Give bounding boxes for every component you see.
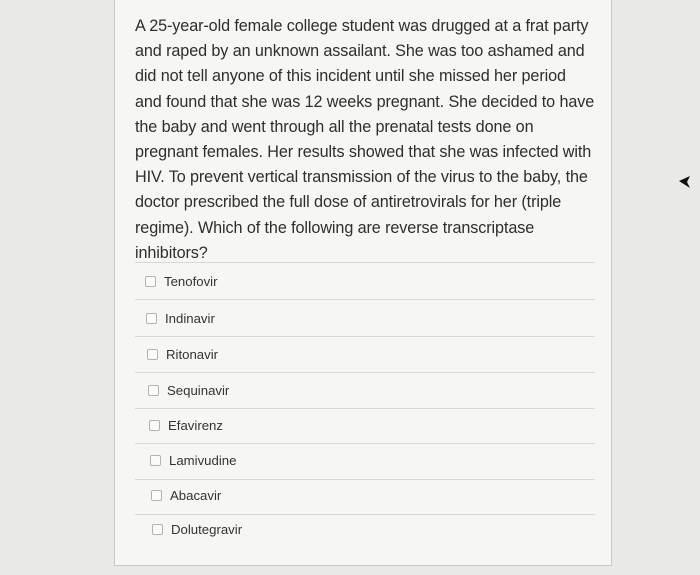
option-label: Lamivudine [169, 452, 237, 468]
checkbox[interactable] [145, 276, 156, 287]
option-divider [135, 514, 595, 515]
option-divider [135, 479, 595, 480]
option-indinavir[interactable] [146, 308, 215, 328]
option-label: Tenofovir [164, 273, 218, 289]
option-label: Sequinavir [167, 382, 230, 398]
option-sequinavir[interactable] [148, 380, 229, 400]
option-divider [135, 408, 595, 409]
option-dolutegravir[interactable] [152, 519, 242, 539]
mouse-pointer-icon [679, 176, 693, 188]
checkbox[interactable] [149, 420, 160, 431]
question-text: A 25-year-old female college student was drugged at a frat party and raped by an unknown assailant. She was too ashamed and did not tell anyone of this incident until she missed her period and found that she was 12 weeks pregnant. She decided to have the baby and went through all the prenatal tests done on pregnant females. Her results showed that she was infected with HIV. To prevent vertical transmission of the virus to the baby, the doctor prescribed the full dose of antiretrovirals for her (triple regime). Which of the following are reverse transcriptase inhibitors? [135, 17, 595, 262]
checkbox[interactable] [147, 349, 158, 360]
option-lamivudine[interactable] [150, 450, 236, 470]
option-ritonavir[interactable] [147, 344, 218, 364]
option-divider [135, 443, 595, 444]
option-label: Indinavir [165, 310, 215, 326]
checkbox[interactable] [146, 313, 157, 324]
question-card [114, 0, 612, 566]
checkbox[interactable] [152, 524, 163, 535]
option-label: Dolutegravir [171, 521, 243, 537]
option-efavirenz[interactable] [149, 415, 223, 435]
option-divider [135, 336, 595, 337]
option-tenofovir[interactable] [145, 271, 218, 291]
option-label: Ritonavir [166, 346, 219, 362]
option-divider [135, 372, 595, 373]
option-abacavir[interactable] [151, 485, 221, 505]
option-label: Efavirenz [168, 417, 223, 433]
option-divider [135, 262, 595, 263]
checkbox[interactable] [151, 490, 162, 501]
checkbox[interactable] [150, 455, 161, 466]
checkbox[interactable] [148, 385, 159, 396]
option-label: Abacavir [170, 487, 222, 503]
option-divider [135, 299, 595, 300]
